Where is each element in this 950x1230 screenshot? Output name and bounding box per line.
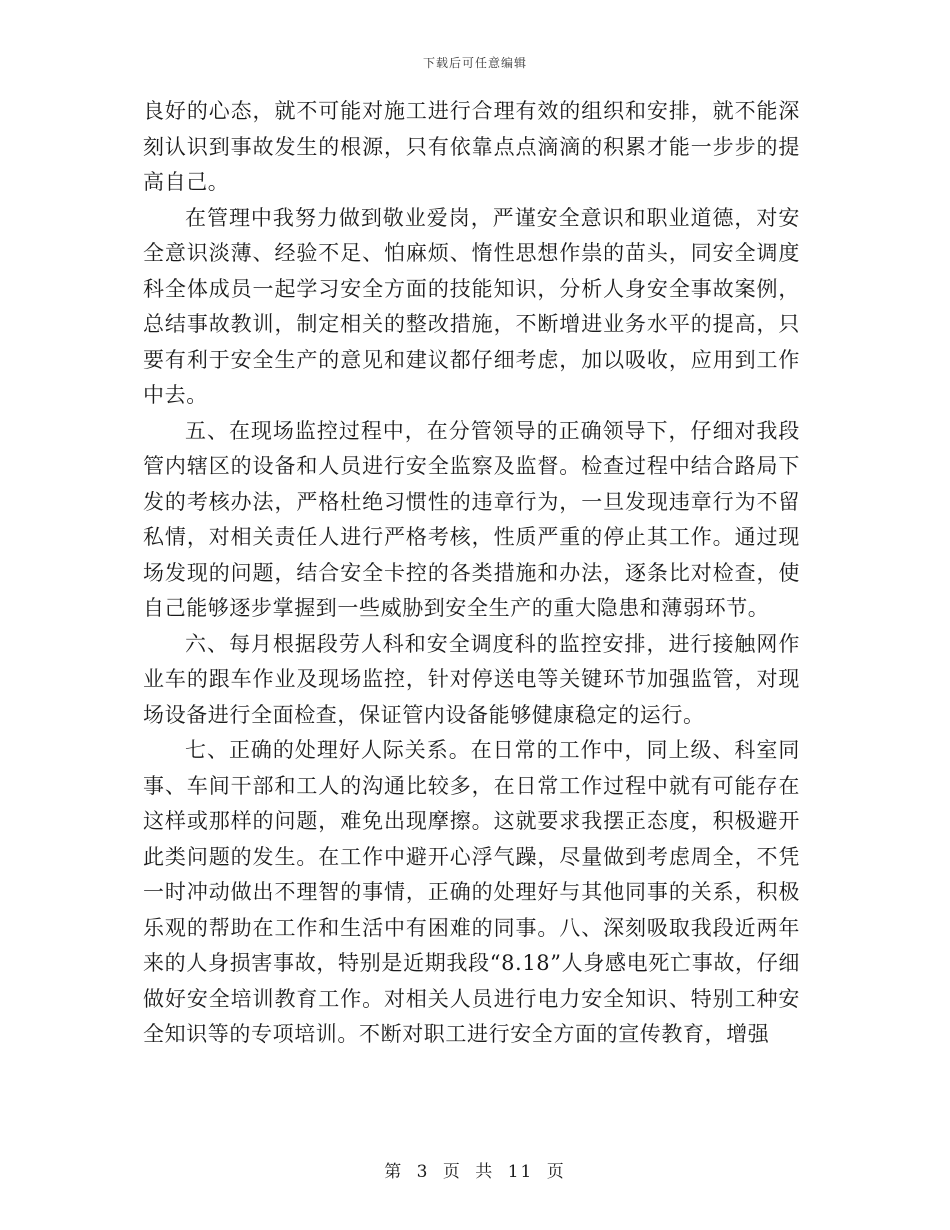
paragraph-item-five: 五、在现场监控过程中，在分管领导的正确领导下，仔细对我段管内辖区的设备和人员进行安全监察及监督。检查过程中结合路局下发的考核办法，严格杜绝习惯性的违章行为，一旦发现违章行为不留私情，对相关责任人进行严格考核，性质严重的停止其工作。通过现场发现的问题，结合安全卡控的各类措施和办法，逐条比对检查，使自己能够逐步掌握到一些威胁到安全生产的重大隐患和薄弱环节。 <box>143 418 800 620</box>
paragraph-item-seven: 七、正确的处理好人际关系。在日常的工作中，同上级、科室同事、车间干部和工人的沟通比较多，在日常工作过程中就有可能存在这样或那样的问题，难免出现摩擦。这就要求我摆正态度，积极避开此类问题的发生。在工作中避开心浮气躁，尽量做到考虑周全，不凭一时冲动做出不理智的事情，正确的处理好与其他同事的关系，积极乐观的帮助在工作和生活中有困难的同事。八、深刻吸取我段近两年来的人身损害事故，特别是近期我段“8.18”人身感电死亡事故，仔细做好安全培训教育工作。对相关人员进行电力安全知识、特别工种安全知识等的专项培训。不断对职工进行安全方面的宣传教育，增强 <box>143 738 800 1046</box>
paragraph-item-six: 六、每月根据段劳人科和安全调度科的监控安排，进行接触网作业车的跟车作业及现场监控，针对停送电等关键环节加强监管，对现场设备进行全面检查，保证管内设备能够健康稳定的运行。 <box>143 631 800 727</box>
page-number: 第 3 页 共 11 页 <box>384 1162 566 1182</box>
document-body <box>143 94 800 1053</box>
page-header-note: 下载后可任意编辑 <box>422 56 527 70</box>
paragraph-management: 在管理中我努力做到敬业爱岗，严谨安全意识和职业道德，对安全意识淡薄、经验不足、怕麻烦、惰性思想作祟的苗头，同安全调度科全体成员一起学习安全方面的技能知识，分析人身安全事故案例，总结事故教训，制定相关的整改措施，不断增进业务水平的提高，只要有利于安全生产的意见和建议都仔细考虑，加以吸收，应用到工作中去。 <box>143 205 800 407</box>
paragraph-continuation: 良好的心态，就不可能对施工进行合理有效的组织和安排，就不能深刻认识到事故发生的根源，只有依靠点点滴滴的积累才能一步步的提高自己。 <box>143 99 800 194</box>
